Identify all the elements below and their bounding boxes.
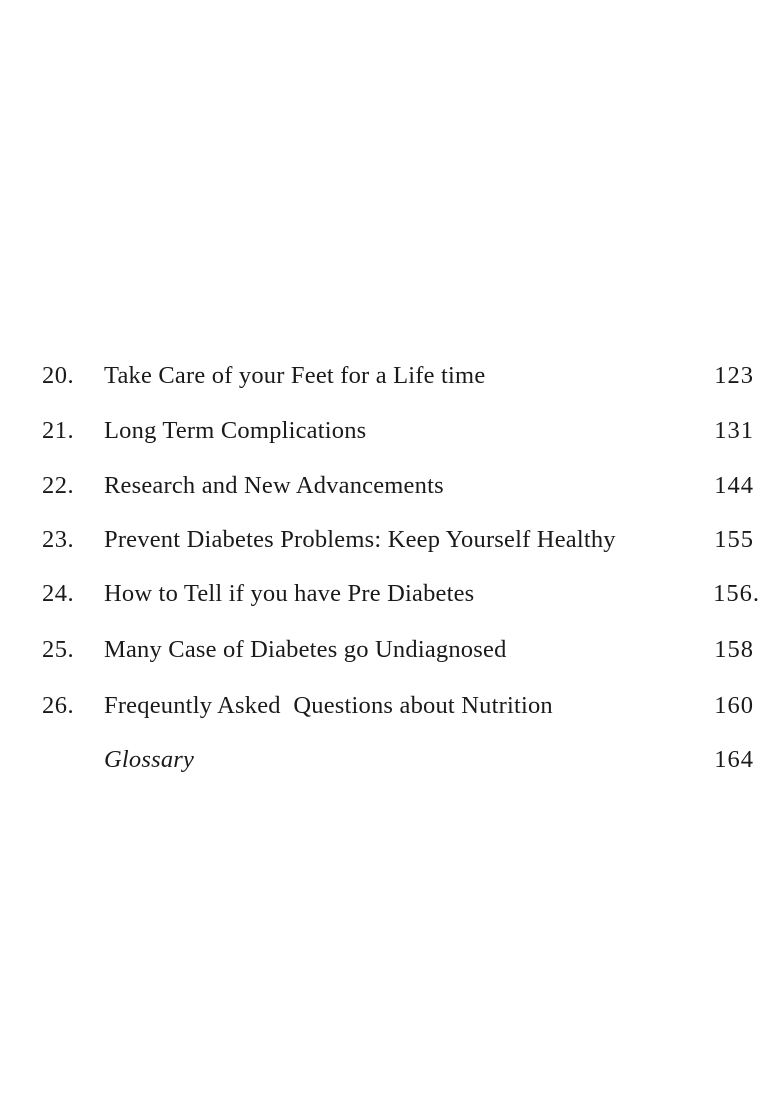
page-number: 144 — [714, 472, 754, 499]
chapter-title: Freqeuntly Asked Questions about Nutrition — [104, 692, 553, 719]
page-number: 158 — [714, 636, 754, 663]
page-number: 164 — [714, 746, 754, 773]
chapter-number: 24. — [42, 580, 75, 607]
glossary-title: Glossary — [104, 746, 195, 773]
page-number: 160 — [714, 692, 754, 719]
toc-entry — [0, 469, 780, 503]
chapter-title: Prevent Diabetes Problems: Keep Yourself Healthy — [104, 526, 616, 553]
toc-entry — [0, 689, 780, 723]
chapter-number: 22. — [42, 472, 75, 499]
chapter-title: Research and New Advancements — [104, 472, 444, 499]
chapter-number: 23. — [42, 526, 75, 553]
chapter-number: 26. — [42, 692, 75, 719]
chapter-title: Take Care of your Feet for a Life time — [104, 362, 486, 389]
toc-entry — [0, 359, 780, 393]
toc-entry — [0, 633, 780, 667]
toc-glossary — [0, 743, 780, 777]
toc-entry — [0, 577, 780, 611]
page-number: 131 — [714, 417, 754, 444]
chapter-title: Long Term Complications — [104, 417, 367, 444]
page-number: 156. — [713, 580, 760, 607]
page-number: 155 — [714, 526, 754, 553]
chapter-title: Many Case of Diabetes go Undiagnosed — [104, 636, 507, 663]
page-number: 123 — [714, 362, 754, 389]
toc-entry — [0, 414, 780, 448]
chapter-number: 25. — [42, 636, 75, 663]
chapter-title: How to Tell if you have Pre Diabetes — [104, 580, 475, 607]
toc-entry — [0, 523, 780, 557]
chapter-number: 21. — [42, 417, 75, 444]
chapter-number: 20. — [42, 362, 75, 389]
